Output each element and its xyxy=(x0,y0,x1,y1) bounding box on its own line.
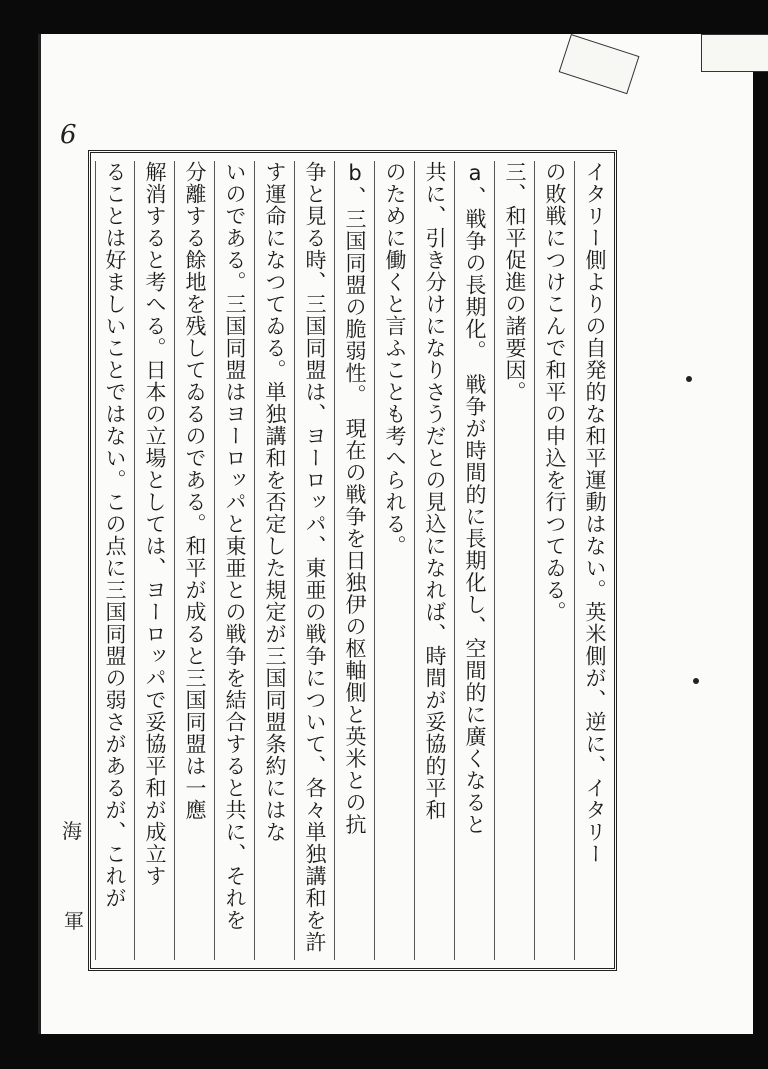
text-column: 三、和平促進の諸要因。 xyxy=(494,161,534,960)
text-column: いのである。三国同盟はヨーロッパと東亜との戦争を結合すると共に、それを xyxy=(214,161,254,960)
paper-tab xyxy=(701,34,768,72)
scan-speck xyxy=(693,678,699,684)
text-column: b、三国同盟の脆弱性。 現在の戦争を日独伊の枢軸側と英米との抗 xyxy=(334,161,374,960)
text-column: ることは好ましいことではない。この点に三国同盟の弱さがあるが、これが xyxy=(95,161,134,960)
paper-tab xyxy=(559,34,640,94)
text-column: の敗戦につけこんで和平の申込を行つてゐる。 xyxy=(534,161,574,960)
text-column: 争と見る時、三国同盟は、ヨーロッパ、東亜の戦争について、各々単独講和を許 xyxy=(294,161,334,960)
margin-mark: 軍 xyxy=(64,909,84,933)
text-column: のために働くと言ふことも考へられる。 xyxy=(374,161,414,960)
manuscript-grid xyxy=(88,150,617,971)
text-column: 解消すると考へる。日本の立場としては、ヨーロッパで妥協平和が成立す xyxy=(134,161,174,960)
text-column: 共に、引き分けになりさうだとの見込になれば、時間が妥協的平和 xyxy=(414,161,454,960)
page-number: 6 xyxy=(60,120,77,150)
text-column: a、戦争の長期化。 戦争が時間的に長期化し、空間的に廣くなると xyxy=(454,161,494,960)
scan-speck xyxy=(686,376,692,382)
text-column: 分離する餘地を残してゐるのである。和平が成ると三国同盟は一應 xyxy=(174,161,214,960)
text-column: す運命になつてゐる。単独講和を否定した規定が三国同盟条約にはな xyxy=(254,161,294,960)
text-column: イタリー側よりの自発的な和平運動はない。英米側が、逆に、イタリー xyxy=(574,161,614,960)
margin-mark: 海 xyxy=(62,819,82,843)
